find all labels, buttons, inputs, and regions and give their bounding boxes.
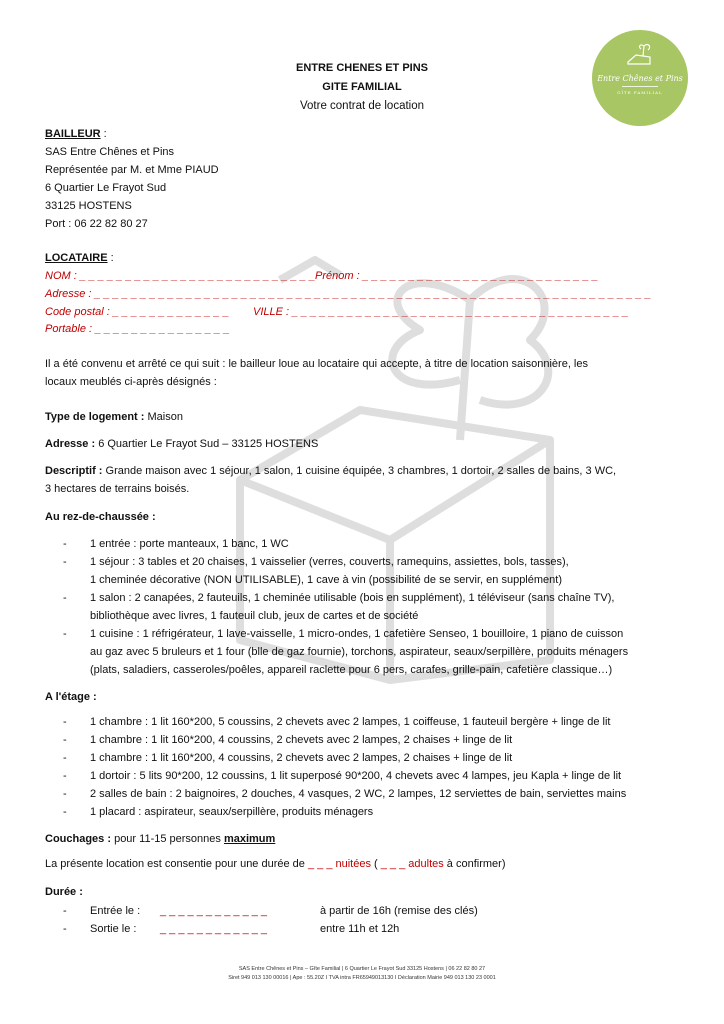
list-item-cont: bibliothèque avec livres, 1 fauteuil club, jeux de cartes et de société (90, 610, 419, 622)
bailleur-line: 6 Quartier Le Frayot Sud (45, 182, 167, 194)
adresse-field[interactable]: Adresse : _ _ _ _ _ _ _ _ _ _ _ _ _ _ _ _ _ _ _ _ _ _ _ _ _ _ _ _ _ _ _ _ _ _ _ _ _ _ _ _ _ _ _ _ _ _ _ _ _ _ _ _ _ _ _ _ _ _ _ _ _ (45, 288, 652, 300)
adultes-field[interactable]: _ _ _ adultes (380, 858, 444, 870)
type-logement: Type de logement : Maison (45, 411, 183, 423)
couchages: Couchages : pour 11-15 personnes maximum (45, 833, 276, 845)
entree-date-field[interactable]: _ _ _ _ _ _ _ _ _ _ _ _ (160, 905, 268, 917)
list-item: 1 séjour : 3 tables et 20 chaises, 1 vaisselier (verres, couverts, ramequins, assiettes, bols, tasses), (90, 556, 569, 568)
doc-title-line2: GITE FAMILIAL (322, 81, 402, 93)
bailleur-line: Port : 06 22 82 80 27 (45, 218, 148, 230)
bullet-dash: - (63, 556, 67, 568)
duree-sentence: La présente location est consentie pour une durée de _ _ _ nuitées ( _ _ _ adultes à confirmer) (45, 858, 506, 870)
list-item: 1 entrée : porte manteaux, 1 banc, 1 WC (90, 538, 289, 550)
list-item: 1 chambre : 1 lit 160*200, 4 coussins, 2 chevets avec 2 lampes, 2 chaises + linge de lit (90, 734, 513, 746)
duree-heading: Durée : (45, 886, 83, 898)
list-item: 1 chambre : 1 lit 160*200, 5 coussins, 2 chevets avec 2 lampes, 1 coiffeuse, 1 fauteuil bergère + linge de lit (90, 716, 611, 728)
doc-subtitle: Votre contrat de location (299, 100, 425, 112)
portable-field[interactable]: Portable : _ _ _ _ _ _ _ _ _ _ _ _ _ _ _ (45, 323, 230, 335)
sortie-date-field[interactable]: _ _ _ _ _ _ _ _ _ _ _ _ (160, 923, 268, 935)
bailleur-heading: BAILLEUR : (45, 128, 107, 140)
entree-label: Entrée le : (90, 905, 141, 917)
bullet-dash: - (63, 905, 67, 917)
list-item: 2 salles de bain : 2 baignoires, 2 douches, 4 vasques, 2 WC, 2 lampes, 12 serviettes de bain, serviettes mains (90, 788, 627, 800)
bullet-dash: - (63, 592, 67, 604)
bullet-dash: - (63, 628, 67, 640)
nuitees-field[interactable]: _ _ _ nuitées (307, 858, 371, 870)
bullet-dash: - (63, 923, 67, 935)
logo-script-text: Entre Chênes et Pins (597, 74, 683, 83)
locataire-heading: LOCATAIRE : (45, 252, 114, 264)
bullet-dash: - (63, 538, 67, 550)
descriptif-line2: 3 hectares de terrains boisés. (45, 483, 190, 495)
bullet-dash: - (63, 752, 67, 764)
intro-line: Il a été convenu et arrêté ce qui suit : le bailleur loue au locataire qui accepte, à titre de location saisonnière, les (45, 358, 588, 370)
entree-time: à partir de 16h (remise des clés) (320, 905, 478, 917)
rdc-heading: Au rez-de-chaussée : (45, 511, 156, 523)
footer-line2: Siret 949 013 130 00016 | Ape : 55.20Z I TVA intra FR65949013130 I Déclaration Mairie 949 013 130 23 0001 (228, 975, 496, 981)
adresse-logement: Adresse : 6 Quartier Le Frayot Sud – 33125 HOSTENS (45, 438, 319, 450)
list-item: 1 placard : aspirateur, seaux/serpillère, produits ménagers (90, 806, 374, 818)
list-item: 1 chambre : 1 lit 160*200, 4 coussins, 2 chevets avec 2 lampes, 2 chaises + linge de lit (90, 752, 513, 764)
list-item-cont: (plats, saladiers, casseroles/poêles, appareil raclette pour 6 pers, carafes, grille-pain, cafetière classique…) (90, 664, 613, 676)
list-item: 1 cuisine : 1 réfrigérateur, 1 lave-vaisselle, 1 micro-ondes, 1 cafetière Senseo, 1 bouilloire, 1 piano de cuisson (90, 628, 624, 640)
bullet-dash: - (63, 716, 67, 728)
list-item: 1 salon : 2 canapées, 2 fauteuils, 1 cheminée utilisable (bois en supplément), 1 téléviseur (sans chaîne TV), (90, 592, 615, 604)
bailleur-line: SAS Entre Chênes et Pins (45, 146, 175, 158)
bullet-dash: - (63, 806, 67, 818)
bullet-dash: - (63, 788, 67, 800)
bailleur-line: 33125 HOSTENS (45, 200, 132, 212)
list-item-cont: au gaz avec 5 bruleurs et 1 four (blle de gaz fournie), torchons, aspirateur, seaux/serpillère, produits ménagers (90, 646, 629, 658)
etage-heading: A l'étage : (45, 691, 97, 703)
bailleur-line: Représentée par M. et Mme PIAUD (45, 164, 219, 176)
sortie-time: entre 11h et 12h (320, 923, 400, 935)
descriptif: Descriptif : Grande maison avec 1 séjour, 1 salon, 1 cuisine équipée, 3 chambres, 1 dortoir, 2 salles de bains, 3 WC, (45, 465, 617, 477)
list-item: 1 dortoir : 5 lits 90*200, 12 coussins, 1 lit superposé 90*200, 4 chevets avec 4 lampes, jeu Kapla + linge de lit (90, 770, 622, 782)
prenom-field[interactable]: Prénom : _ _ _ _ _ _ _ _ _ _ _ _ _ _ _ _ _ _ _ _ _ _ _ _ _ _ (315, 270, 599, 282)
doc-title-line1: ENTRE CHENES ET PINS (295, 62, 429, 74)
sortie-label: Sortie le : (90, 923, 137, 935)
list-item-cont: 1 cheminée décorative (NON UTILISABLE), 1 cave à vin (possibilité de se servir, en supplément) (90, 574, 562, 586)
logo-sub-text: GÎTE FAMILIAL (617, 90, 663, 95)
footer-line1: SAS Entre Chênes et Pins – Gîte Familial | 6 Quartier Le Frayot Sud 33125 Hostens | 06 22 82 80 27 (238, 966, 486, 972)
code-postal-field[interactable]: Code postal : _ _ _ _ _ _ _ _ _ _ _ _ _ (45, 306, 230, 318)
ville-field[interactable]: VILLE : _ _ _ _ _ _ _ _ _ _ _ _ _ _ _ _ _ _ _ _ _ _ _ _ _ _ _ _ _ _ _ _ _ _ _ _ _ (253, 306, 629, 318)
nom-field[interactable]: NOM : _ _ _ _ _ _ _ _ _ _ _ _ _ _ _ _ _ _ _ _ _ _ _ _ _ _ (45, 270, 316, 282)
bullet-dash: - (63, 770, 67, 782)
bullet-dash: - (63, 734, 67, 746)
intro-line: locaux meublés ci-après désignés : (45, 376, 217, 388)
